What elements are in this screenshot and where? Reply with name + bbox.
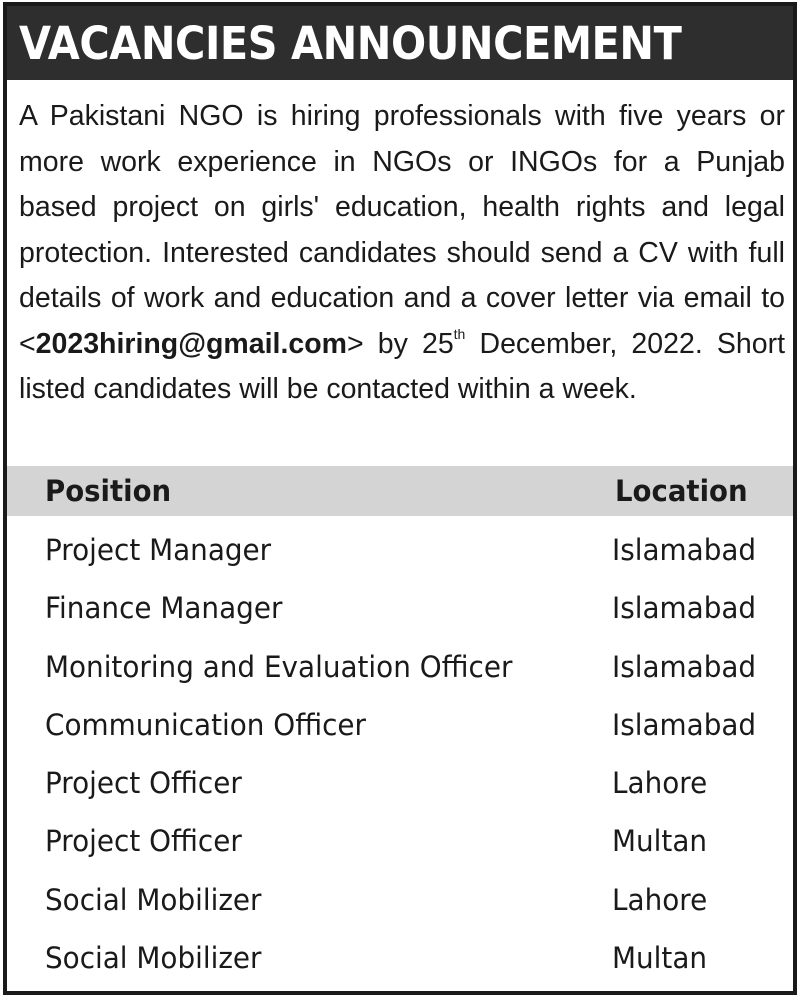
location-column-header: Location: [615, 474, 748, 508]
location-cell: Islamabad: [612, 707, 757, 742]
ordinal-suffix: th: [453, 325, 466, 342]
position-cell: Monitoring and Evaluation Officer: [45, 649, 513, 684]
page-title: VACANCIES ANNOUNCEMENT: [19, 16, 682, 70]
position-cell: Communication Officer: [45, 707, 366, 742]
location-cell: Multan: [612, 941, 708, 976]
location-cell: Islamabad: [612, 591, 757, 626]
location-cell: Multan: [612, 824, 708, 859]
table-header: [7, 466, 793, 516]
intro-text-part1: A Pakistani NGO is hiring professionals with five years or more work experience in NGOs or INGOs for a Punjab based project on girls' education, health rights and legal protection. Interested candidates should send a CV with full details of work and education and a cover letter via email to <: [19, 100, 785, 360]
intro-text-part3: December, 2022. Short listed candidates will be contacted within a week.: [19, 327, 785, 405]
position-cell: Social Mobilizer: [45, 941, 262, 976]
location-cell: Lahore: [612, 766, 708, 801]
intro-text-part2: > by 25: [346, 327, 454, 360]
table-row: [7, 706, 793, 764]
header-bar: [7, 6, 793, 80]
table-row: [7, 648, 793, 706]
table-row: [7, 822, 793, 880]
vacancy-advertisement: [3, 2, 797, 995]
position-cell: Finance Manager: [45, 591, 283, 626]
table-row: [7, 881, 793, 939]
intro-paragraph: [7, 80, 793, 456]
position-column-header: Position: [45, 474, 172, 508]
location-cell: Islamabad: [612, 649, 757, 684]
location-cell: Lahore: [612, 882, 708, 917]
position-cell: Project Officer: [45, 824, 242, 859]
table-row: [7, 531, 793, 589]
table-row: [7, 939, 793, 995]
position-cell: Social Mobilizer: [45, 882, 262, 917]
contact-email: 2023hiring@gmail.com: [35, 327, 347, 360]
vacancy-table-body: [7, 531, 793, 995]
table-row: [7, 764, 793, 822]
location-cell: Islamabad: [612, 533, 757, 567]
position-cell: Project Manager: [45, 533, 272, 567]
position-cell: Project Officer: [45, 766, 242, 801]
table-row: [7, 589, 793, 647]
